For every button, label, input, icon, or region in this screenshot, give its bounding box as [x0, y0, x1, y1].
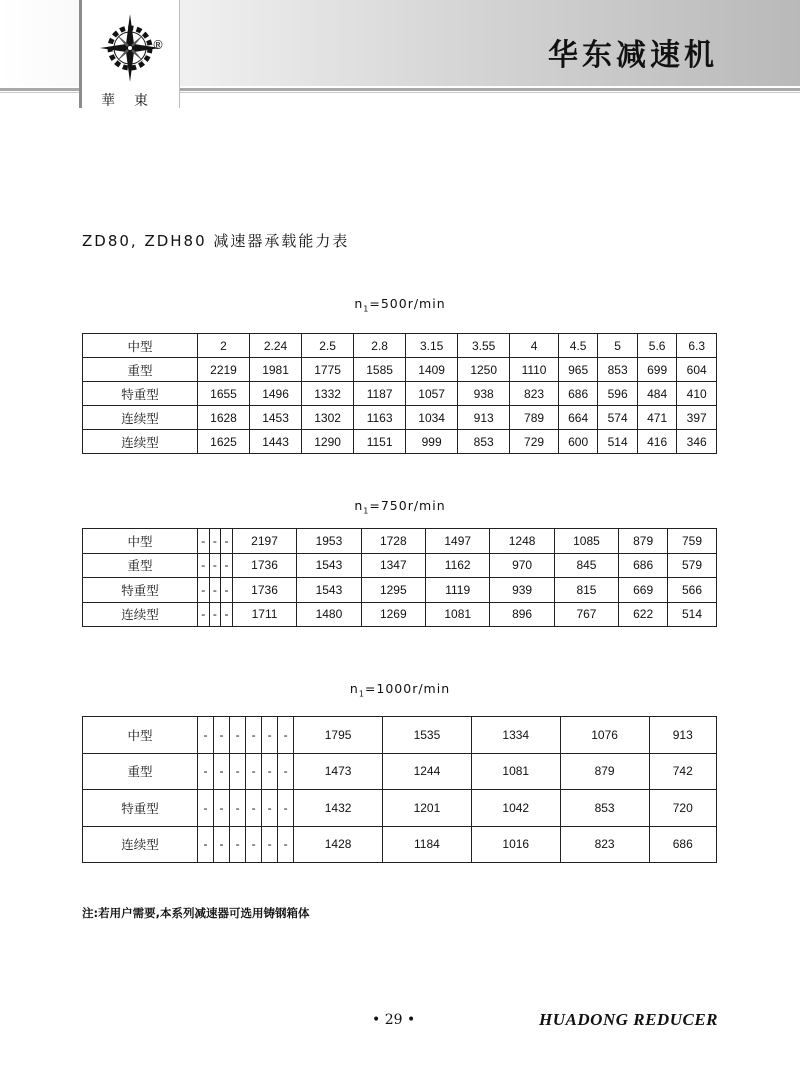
logo-divider-right — [179, 0, 180, 108]
value-cell: - — [198, 529, 210, 554]
value-cell: 1110 — [510, 358, 559, 382]
value-cell: 600 — [558, 430, 598, 454]
value-cell: 514 — [598, 430, 638, 454]
value-cell: 853 — [458, 430, 510, 454]
value-cell: 999 — [406, 430, 458, 454]
value-cell: 604 — [677, 358, 717, 382]
ratio-cell: 3.55 — [458, 334, 510, 358]
table-header-row — [83, 334, 717, 358]
value-cell: 686 — [558, 382, 598, 406]
value-cell: - — [198, 753, 214, 790]
value-cell: 1473 — [294, 753, 383, 790]
speed-label-500 — [0, 296, 800, 314]
value-cell: 853 — [560, 790, 649, 827]
value-cell: 686 — [649, 826, 717, 863]
value-cell: 1453 — [250, 406, 302, 430]
value-cell: 1981 — [250, 358, 302, 382]
value-cell: - — [214, 826, 230, 863]
value-cell: 1250 — [458, 358, 510, 382]
value-cell: 397 — [677, 406, 717, 430]
value-cell: 742 — [649, 753, 717, 790]
value-cell: - — [221, 529, 233, 554]
value-cell: 1953 — [297, 529, 361, 554]
value-cell: - — [246, 790, 262, 827]
value-cell: 1480 — [297, 602, 361, 627]
value-cell: 2219 — [198, 358, 250, 382]
value-cell: - — [230, 826, 246, 863]
capacity-table-1000 — [82, 716, 717, 863]
value-cell: 815 — [554, 578, 618, 603]
table-row — [83, 406, 717, 430]
value-cell: 669 — [619, 578, 668, 603]
speed-prefix: n — [349, 681, 359, 696]
value-cell: - — [221, 602, 233, 627]
value-cell: 1625 — [198, 430, 250, 454]
value-cell: 1728 — [361, 529, 425, 554]
capacity-table-750 — [82, 528, 717, 627]
row-type-label: 中型 — [83, 717, 198, 754]
footnote: 注:若用户需要,本系列减速器可选用铸钢箱体 — [82, 906, 310, 920]
value-cell: 729 — [510, 430, 559, 454]
value-cell: 823 — [510, 382, 559, 406]
value-cell: 566 — [668, 578, 717, 603]
value-cell: 1269 — [361, 602, 425, 627]
table-row — [83, 717, 717, 754]
value-cell: - — [198, 578, 210, 603]
value-cell: 970 — [490, 553, 554, 578]
speed-suffix: =750r/min — [369, 498, 446, 513]
value-cell: 346 — [677, 430, 717, 454]
value-cell: 1409 — [406, 358, 458, 382]
value-cell: - — [262, 790, 278, 827]
logo-divider-left — [79, 0, 82, 108]
value-cell: 1543 — [297, 553, 361, 578]
value-cell: 1295 — [361, 578, 425, 603]
value-cell: 699 — [637, 358, 677, 382]
value-cell: - — [209, 602, 221, 627]
value-cell: 1016 — [471, 826, 560, 863]
value-cell: - — [198, 826, 214, 863]
value-cell: 767 — [554, 602, 618, 627]
ratio-cell: 2.8 — [354, 334, 406, 358]
value-cell: 896 — [490, 602, 554, 627]
value-cell: 1332 — [302, 382, 354, 406]
value-cell: - — [198, 717, 214, 754]
value-cell: - — [221, 578, 233, 603]
row-type-label: 连续型 — [83, 826, 198, 863]
speed-subscript: 1 — [363, 304, 370, 314]
value-cell: 1432 — [294, 790, 383, 827]
value-cell: 664 — [558, 406, 598, 430]
table-row — [83, 553, 717, 578]
value-cell: 1119 — [426, 578, 490, 603]
value-cell: 720 — [649, 790, 717, 827]
value-cell: 1076 — [560, 717, 649, 754]
value-cell: 1302 — [302, 406, 354, 430]
value-cell: - — [278, 826, 294, 863]
ratio-cell: 2.5 — [302, 334, 354, 358]
logo-char-hua: 華 — [101, 93, 115, 109]
value-cell: 514 — [668, 602, 717, 627]
value-cell: 1736 — [232, 578, 296, 603]
speed-subscript: 1 — [363, 506, 370, 516]
row-type-label: 重型 — [83, 553, 198, 578]
row-type-label: 特重型 — [83, 578, 198, 603]
value-cell: 1543 — [297, 578, 361, 603]
value-cell: 913 — [649, 717, 717, 754]
table-row — [83, 826, 717, 863]
value-cell: 1290 — [302, 430, 354, 454]
value-cell: - — [209, 553, 221, 578]
value-cell: - — [209, 529, 221, 554]
value-cell: - — [278, 753, 294, 790]
table-row — [83, 753, 717, 790]
value-cell: 1628 — [198, 406, 250, 430]
value-cell: - — [278, 717, 294, 754]
value-cell: 416 — [637, 430, 677, 454]
value-cell: 913 — [458, 406, 510, 430]
table-row — [83, 382, 717, 406]
row-type-label: 重型 — [83, 358, 198, 382]
value-cell: 1497 — [426, 529, 490, 554]
value-cell: 1334 — [471, 717, 560, 754]
value-cell: - — [230, 717, 246, 754]
brand-title: 华东减速机 — [548, 38, 718, 73]
row-type-label: 特重型 — [83, 790, 198, 827]
value-cell: 1151 — [354, 430, 406, 454]
value-cell: 965 — [558, 358, 598, 382]
value-cell: 853 — [598, 358, 638, 382]
value-cell: - — [230, 790, 246, 827]
table-row — [83, 529, 717, 554]
table-row — [83, 790, 717, 827]
value-cell: - — [214, 753, 230, 790]
footer-brand: HUADONG REDUCER — [539, 1010, 718, 1029]
ratio-cell: 3.15 — [406, 334, 458, 358]
value-cell: 1428 — [294, 826, 383, 863]
value-cell: 1057 — [406, 382, 458, 406]
row-type-label: 中型 — [83, 334, 198, 358]
ratio-cell: 5.6 — [637, 334, 677, 358]
value-cell: 1187 — [354, 382, 406, 406]
value-cell: 845 — [554, 553, 618, 578]
value-cell: 1496 — [250, 382, 302, 406]
value-cell: 1042 — [471, 790, 560, 827]
ratio-cell: 4 — [510, 334, 559, 358]
value-cell: 879 — [560, 753, 649, 790]
speed-suffix: =500r/min — [369, 296, 446, 311]
value-cell: 1655 — [198, 382, 250, 406]
value-cell: 823 — [560, 826, 649, 863]
capacity-table-500 — [82, 333, 717, 454]
value-cell: 686 — [619, 553, 668, 578]
table-row — [83, 578, 717, 603]
row-type-label: 重型 — [83, 753, 198, 790]
row-type-label: 特重型 — [83, 382, 198, 406]
value-cell: - — [230, 753, 246, 790]
value-cell: - — [246, 717, 262, 754]
speed-label-750 — [0, 498, 800, 516]
value-cell: - — [278, 790, 294, 827]
value-cell: - — [246, 826, 262, 863]
speed-prefix: n — [354, 498, 364, 513]
value-cell: 1081 — [471, 753, 560, 790]
value-cell: 759 — [668, 529, 717, 554]
value-cell: 1184 — [383, 826, 472, 863]
speed-label-1000 — [0, 681, 800, 699]
value-cell: 471 — [637, 406, 677, 430]
table-row — [83, 358, 717, 382]
value-cell: - — [221, 553, 233, 578]
value-cell: 1081 — [426, 602, 490, 627]
value-cell: 1163 — [354, 406, 406, 430]
registered-mark: ® — [152, 38, 164, 52]
value-cell: - — [262, 826, 278, 863]
speed-subscript: 1 — [358, 689, 365, 699]
value-cell: - — [262, 753, 278, 790]
value-cell: - — [198, 553, 210, 578]
page-number: • 29 • — [372, 1012, 416, 1028]
speed-suffix: =1000r/min — [364, 681, 451, 696]
value-cell: 939 — [490, 578, 554, 603]
value-cell: 879 — [619, 529, 668, 554]
value-cell: 1711 — [232, 602, 296, 627]
row-type-label: 中型 — [83, 529, 198, 554]
value-cell: 1347 — [361, 553, 425, 578]
ratio-cell: 2 — [198, 334, 250, 358]
value-cell: - — [214, 717, 230, 754]
page-header — [0, 0, 800, 110]
row-type-label: 连续型 — [83, 406, 198, 430]
value-cell: 410 — [677, 382, 717, 406]
logo-char-dong: 東 — [134, 93, 148, 109]
value-cell: 1795 — [294, 717, 383, 754]
row-type-label: 连续型 — [83, 430, 198, 454]
value-cell: 1162 — [426, 553, 490, 578]
value-cell: 1775 — [302, 358, 354, 382]
value-cell: 484 — [637, 382, 677, 406]
value-cell: 2197 — [232, 529, 296, 554]
table-row — [83, 430, 717, 454]
ratio-cell: 5 — [598, 334, 638, 358]
value-cell: 1201 — [383, 790, 472, 827]
value-cell: 1736 — [232, 553, 296, 578]
value-cell: 1585 — [354, 358, 406, 382]
value-cell: 789 — [510, 406, 559, 430]
value-cell: - — [209, 578, 221, 603]
document-title: ZD80, ZDH80 减速器承载能力表 — [82, 232, 350, 250]
value-cell: 1085 — [554, 529, 618, 554]
value-cell: - — [214, 790, 230, 827]
ratio-cell: 6.3 — [677, 334, 717, 358]
row-type-label: 连续型 — [83, 602, 198, 627]
value-cell: 574 — [598, 406, 638, 430]
value-cell: 1244 — [383, 753, 472, 790]
value-cell: - — [262, 717, 278, 754]
value-cell: 938 — [458, 382, 510, 406]
ratio-cell: 2.24 — [250, 334, 302, 358]
value-cell: 596 — [598, 382, 638, 406]
table-row — [83, 602, 717, 627]
value-cell: - — [198, 602, 210, 627]
value-cell: 1443 — [250, 430, 302, 454]
value-cell: - — [198, 790, 214, 827]
value-cell: - — [246, 753, 262, 790]
value-cell: 1034 — [406, 406, 458, 430]
value-cell: 622 — [619, 602, 668, 627]
value-cell: 1248 — [490, 529, 554, 554]
speed-prefix: n — [354, 296, 364, 311]
value-cell: 1535 — [383, 717, 472, 754]
value-cell: 579 — [668, 553, 717, 578]
ratio-cell: 4.5 — [558, 334, 598, 358]
